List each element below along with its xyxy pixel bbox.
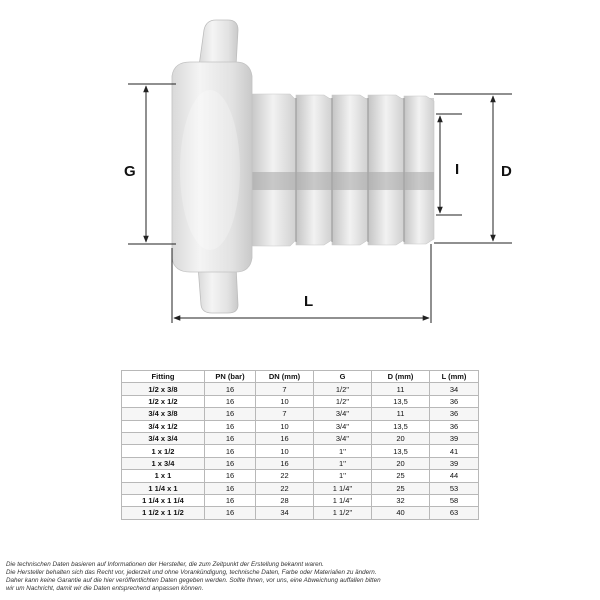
- cell-fitting: 3/4 x 3/8: [122, 408, 205, 420]
- cell-l: 53: [430, 482, 479, 494]
- cell-fitting: 3/4 x 1/2: [122, 420, 205, 432]
- label-l: L: [304, 293, 314, 310]
- cell-dn: 7: [256, 383, 314, 395]
- cell-dn: 28: [256, 494, 314, 506]
- disclaimer-line: Daher kann keine Garantie auf die hier veröffentlichten Daten gegeben werden. Sollte Ihnen, vor uns, eine Abweichung auffallen bitten: [6, 577, 381, 584]
- cell-g: 1 1/4'': [314, 494, 372, 506]
- label-g: G: [124, 163, 136, 180]
- cell-l: 34: [430, 383, 479, 395]
- disclaimer-line: Die technischen Daten basieren auf Informationen der Hersteller, die zum Zeitpunkt der Erstellung bekannt waren.: [6, 561, 324, 568]
- disclaimer-line: wir um Nachricht, damit wir die Daten entsprechend anpassen können.: [6, 585, 204, 592]
- table-row: [122, 383, 479, 395]
- barb-shadow-band: [238, 172, 434, 190]
- table-row: [122, 494, 479, 506]
- table-row: [122, 408, 479, 420]
- table-row: [122, 420, 479, 432]
- cell-g: 1'': [314, 457, 372, 469]
- cell-pn: 16: [205, 432, 256, 444]
- cell-fitting: 1 1/2 x 1 1/2: [122, 507, 205, 519]
- cell-pn: 16: [205, 494, 256, 506]
- cell-g: 1 1/2'': [314, 507, 372, 519]
- cell-fitting: 1/2 x 1/2: [122, 395, 205, 407]
- nut-top-wing: [199, 20, 238, 66]
- cell-d: 20: [372, 432, 430, 444]
- cell-pn: 16: [205, 445, 256, 457]
- label-d: D: [501, 163, 512, 180]
- cell-l: 44: [430, 470, 479, 482]
- cell-d: 13,5: [372, 445, 430, 457]
- cell-pn: 16: [205, 457, 256, 469]
- cell-l: 41: [430, 445, 479, 457]
- cell-fitting: 1 x 1: [122, 470, 205, 482]
- cell-fitting: 1 x 3/4: [122, 457, 205, 469]
- table-row: [122, 457, 479, 469]
- cell-l: 39: [430, 457, 479, 469]
- cell-g: 1/2'': [314, 383, 372, 395]
- label-i: I: [455, 161, 460, 178]
- header-pn: PN (bar): [205, 371, 256, 383]
- header-d: D (mm): [372, 371, 430, 383]
- cell-dn: 16: [256, 457, 314, 469]
- cell-d: 25: [372, 470, 430, 482]
- cell-l: 36: [430, 395, 479, 407]
- cell-fitting: 1 x 1/2: [122, 445, 205, 457]
- cell-l: 36: [430, 408, 479, 420]
- table-header-row: [122, 371, 479, 383]
- disclaimer-line: Die Hersteller behalten sich das Recht vor, jederzeit und ohne Vorankündigung, technische Daten, Farbe oder Materialien zu ändern.: [6, 569, 377, 576]
- fitting-photo: [172, 20, 434, 313]
- cell-l: 63: [430, 507, 479, 519]
- cell-d: 32: [372, 494, 430, 506]
- disclaimer: [6, 561, 596, 593]
- cell-dn: 10: [256, 445, 314, 457]
- cell-l: 39: [430, 432, 479, 444]
- cell-d: 20: [372, 457, 430, 469]
- spec-table: [121, 370, 479, 520]
- cell-g: 1'': [314, 445, 372, 457]
- cell-g: 3/4'': [314, 432, 372, 444]
- table-row: [122, 470, 479, 482]
- cell-dn: 22: [256, 470, 314, 482]
- cell-fitting: 1 1/4 x 1 1/4: [122, 494, 205, 506]
- cell-pn: 16: [205, 408, 256, 420]
- table-row: [122, 395, 479, 407]
- cell-pn: 16: [205, 470, 256, 482]
- cell-d: 40: [372, 507, 430, 519]
- header-g: G: [314, 371, 372, 383]
- cell-dn: 16: [256, 432, 314, 444]
- table-row: [122, 445, 479, 457]
- cell-fitting: 1 1/4 x 1: [122, 482, 205, 494]
- cell-pn: 16: [205, 482, 256, 494]
- cell-d: 11: [372, 408, 430, 420]
- header-dn: DN (mm): [256, 371, 314, 383]
- cell-d: 13,5: [372, 395, 430, 407]
- cell-dn: 10: [256, 420, 314, 432]
- cell-d: 11: [372, 383, 430, 395]
- cell-dn: 22: [256, 482, 314, 494]
- cell-pn: 16: [205, 420, 256, 432]
- cell-l: 36: [430, 420, 479, 432]
- table-row: [122, 482, 479, 494]
- table-row: [122, 432, 479, 444]
- cell-d: 13,5: [372, 420, 430, 432]
- cell-pn: 16: [205, 395, 256, 407]
- cell-dn: 10: [256, 395, 314, 407]
- cell-dn: 7: [256, 408, 314, 420]
- cell-g: 1'': [314, 470, 372, 482]
- cell-fitting: 3/4 x 3/4: [122, 432, 205, 444]
- cell-fitting: 1/2 x 3/8: [122, 383, 205, 395]
- cell-g: 1 1/4'': [314, 482, 372, 494]
- table-row: [122, 507, 479, 519]
- cell-g: 3/4'': [314, 420, 372, 432]
- nut-bottom-wing: [198, 266, 238, 313]
- header-l: L (mm): [430, 371, 479, 383]
- spec-table-body: [122, 383, 479, 519]
- header-fitting: Fitting: [122, 371, 205, 383]
- cell-g: 1/2'': [314, 395, 372, 407]
- cell-l: 58: [430, 494, 479, 506]
- cell-g: 3/4'': [314, 408, 372, 420]
- cell-pn: 16: [205, 383, 256, 395]
- barb-ridges: [250, 94, 434, 246]
- cell-pn: 16: [205, 507, 256, 519]
- cell-d: 25: [372, 482, 430, 494]
- cell-dn: 34: [256, 507, 314, 519]
